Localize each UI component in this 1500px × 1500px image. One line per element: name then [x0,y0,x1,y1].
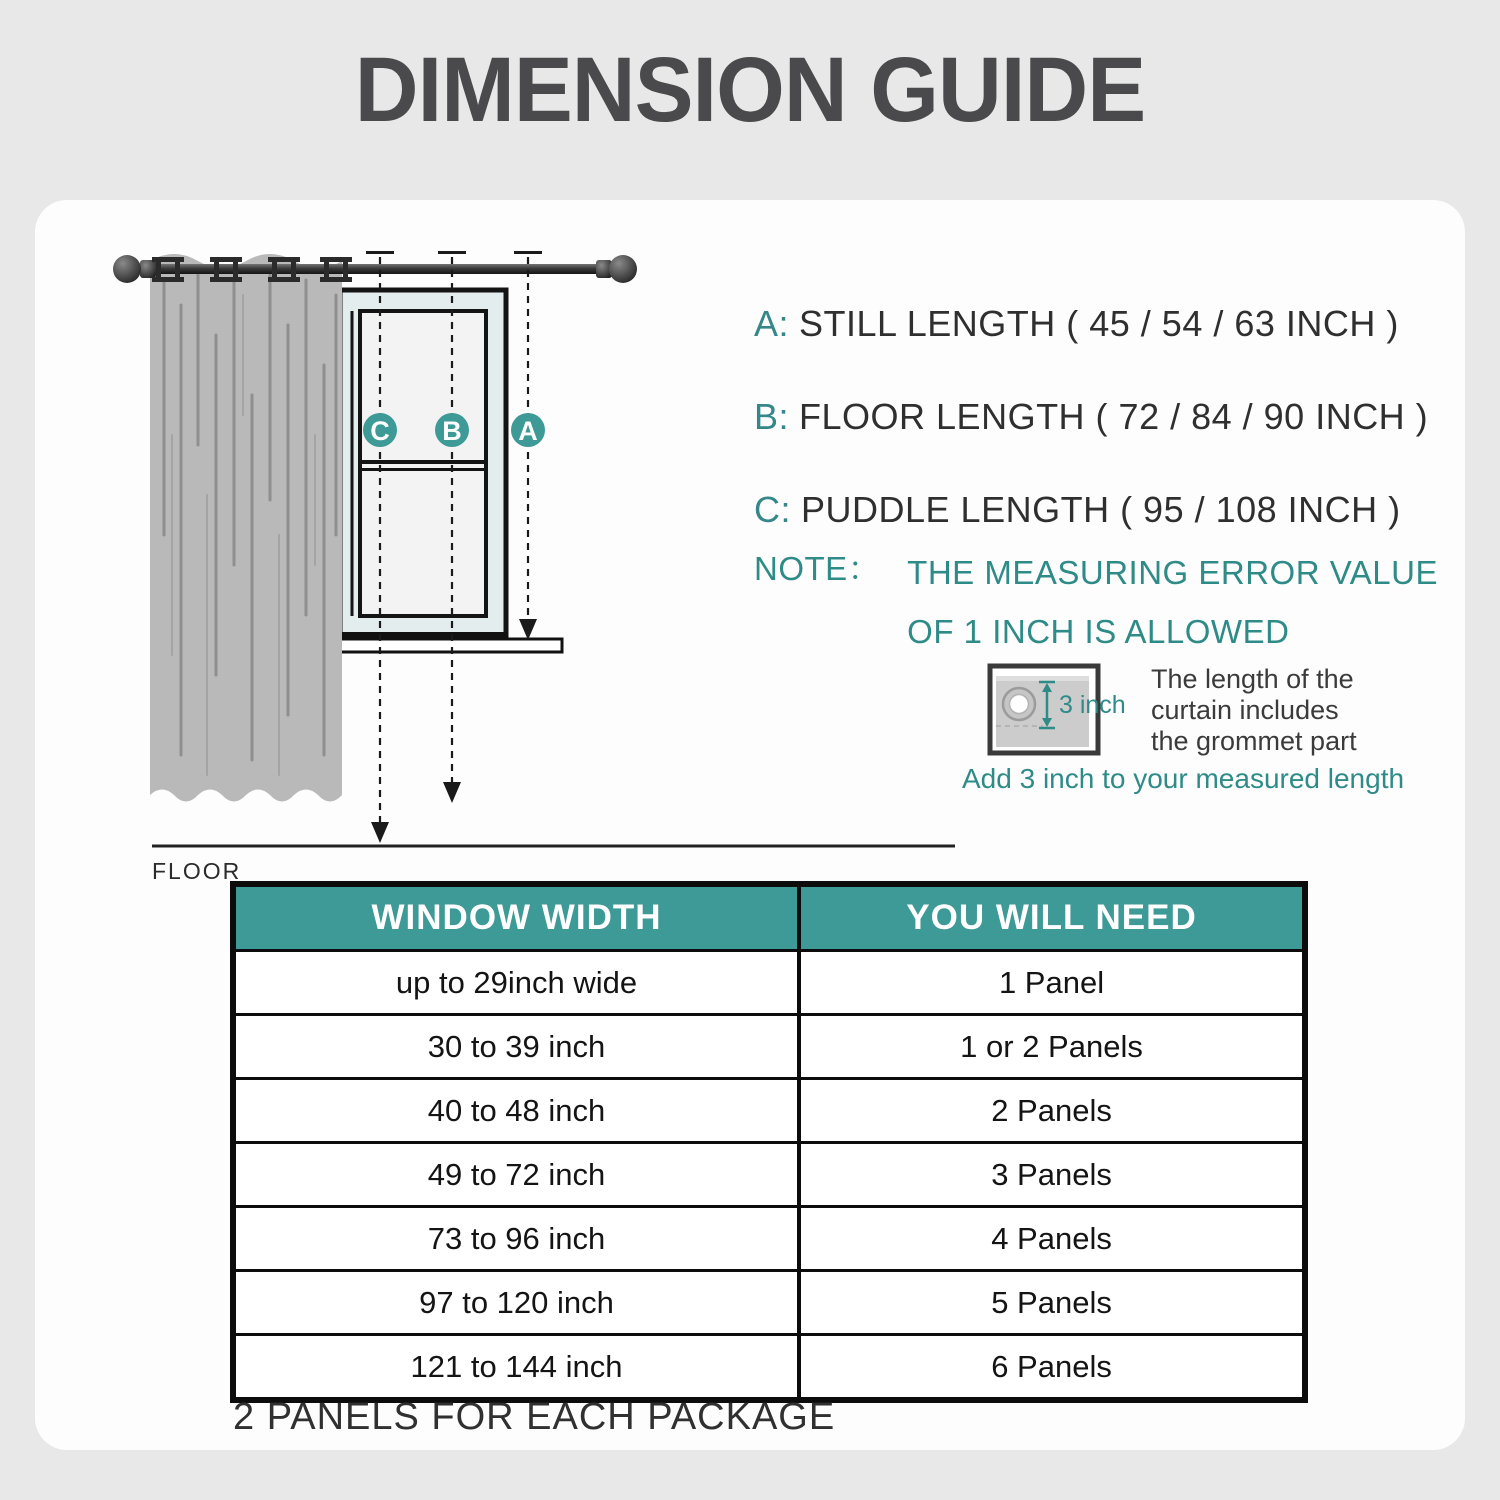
table-cell-width-2: 40 to 48 inch [233,1079,799,1143]
measuring-note [754,543,1438,661]
table-header-row [233,884,1305,951]
table-header-you-will-need: YOU WILL NEED [799,884,1305,951]
legend-key-a: A: [754,303,790,344]
table-header-window-width: WINDOW WIDTH [233,884,799,951]
curtain-illustration [150,254,342,802]
table-row [233,1015,1305,1079]
table-cell-need-0: 1 Panel [799,951,1305,1015]
package-footnote: 2 PANELS FOR EACH PACKAGE [233,1396,836,1438]
table-row [233,1335,1305,1401]
table-cell-width-4: 73 to 96 inch [233,1207,799,1271]
table-cell-width-1: 30 to 39 inch [233,1015,799,1079]
note-label: NOTE： [754,550,882,587]
table-cell-width-5: 97 to 120 inch [233,1271,799,1335]
table-cell-width-3: 49 to 72 inch [233,1143,799,1207]
table-cell-need-5: 5 Panels [799,1271,1305,1335]
table-cell-width-6: 121 to 144 inch [233,1335,799,1401]
window-sill-board [338,639,562,652]
table-row [233,1271,1305,1335]
table-cell-need-6: 6 Panels [799,1335,1305,1401]
table-row [233,1143,1305,1207]
three-inch-label: 3 inch [1059,691,1126,719]
arrow-c [371,822,389,843]
table-cell-need-4: 4 Panels [799,1207,1305,1271]
marker-a-label: A [518,416,538,446]
table-row [233,1207,1305,1271]
table-cell-need-2: 2 Panels [799,1079,1305,1143]
rod-finial-right [609,255,637,283]
arrow-a [519,619,537,640]
marker-b-label: B [442,416,462,446]
legend-key-c: C: [754,489,791,530]
grommet-desc-line-1: The length of the [1151,664,1354,694]
floor-label: FLOOR [152,858,242,884]
table-cell-width-0: up to 29inch wide [233,951,799,1015]
grommet-desc-line-2: curtain includes [1151,695,1339,725]
measurement-markers [363,413,545,447]
table-cell-need-3: 3 Panels [799,1143,1305,1207]
add-three-inch-tip: Add 3 inch to your measured length [962,763,1405,794]
note-line-1: THE MEASURING ERROR VALUE [907,554,1438,591]
note-line-2: OF 1 INCH IS ALLOWED [907,613,1290,650]
legend-text-b: FLOOR LENGTH ( 72 / 84 / 90 INCH ) [799,396,1429,437]
grommet-description [1151,664,1357,757]
legend-line-a [754,303,1399,345]
arrow-b [443,782,461,803]
legend-line-b [754,396,1428,438]
legend-text-a: STILL LENGTH ( 45 / 54 / 63 INCH ) [799,303,1399,344]
legend-text-c: PUDDLE LENGTH ( 95 / 108 INCH ) [801,489,1401,530]
panel-count-table [230,881,1308,1403]
marker-c-label: C [370,416,390,446]
grommet-desc-line-3: the grommet part [1151,726,1357,756]
table-row [233,951,1305,1015]
table-row [233,1079,1305,1143]
table-cell-need-1: 1 or 2 Panels [799,1015,1305,1079]
legend-line-c [754,489,1401,531]
rod-finial-left [113,255,141,283]
page-title: DIMENSION GUIDE [354,39,1146,141]
legend-key-b: B: [754,396,790,437]
